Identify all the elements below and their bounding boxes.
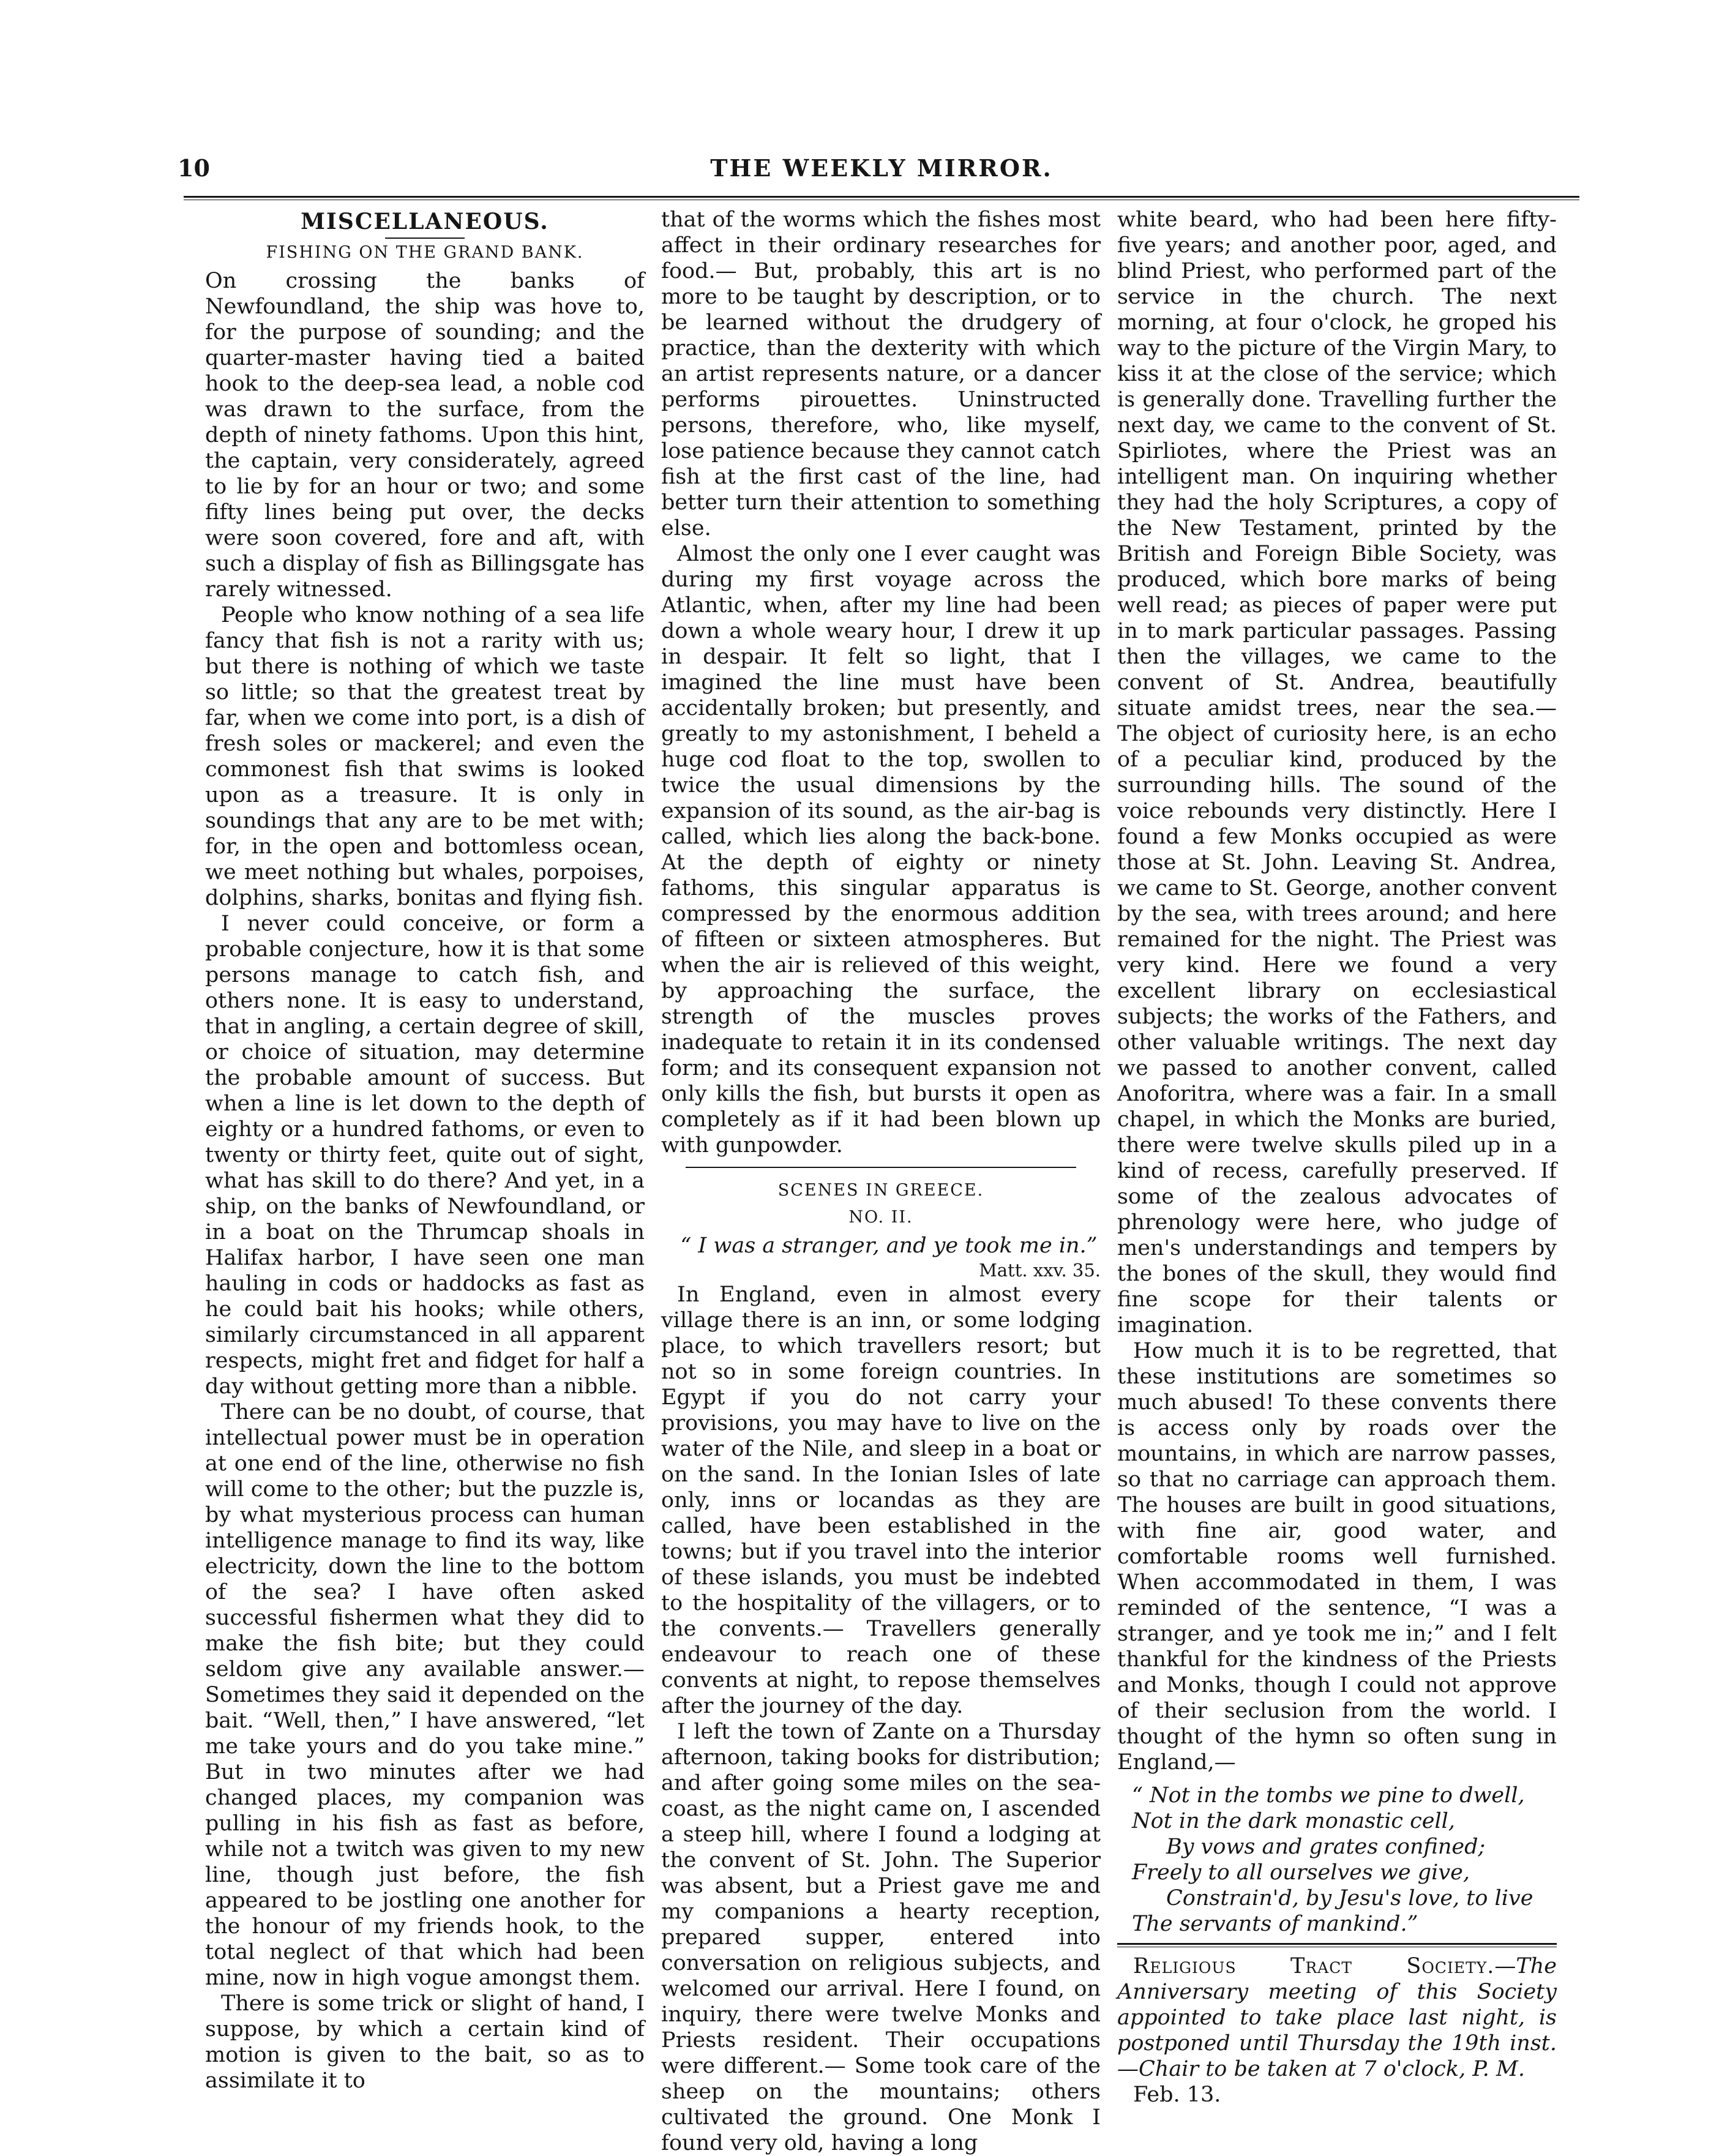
column-1 bbox=[205, 207, 645, 2094]
section-rule bbox=[385, 238, 465, 239]
paragraph: Almost the only one I ever caught was during my first voyage across the Atlantic, when, after my line had been down a whole weary hour, I drew it up in despair. It felt so light, that I imagined the line must have been accidentally broken; but presently, and greatly to my astonishment, I beheld a huge cod float to the top, swollen to twice the usual dimensions by the expansion of its sound, as the air-bag is called, which lies along the back-bone. At the depth of eighty or ninety fathoms, this singular apparatus is compressed by the enormous addition of fifteen or sixteen atmospheres. But when the air is relieved of this weight, by approaching the surface, the strength of the muscles proves inadequate to retain it in its condensed form; and its consequent expansion not only kills the fish, but bursts it open as completely as if it had been blown up with gunpowder. bbox=[661, 542, 1101, 1158]
notice-heading: Religious Tract Society. bbox=[1133, 1954, 1495, 1978]
section-title: MISCELLANEOUS. bbox=[301, 209, 549, 234]
hymn-verse bbox=[1117, 1783, 1557, 1937]
paragraph: On crossing the banks of Newfoundland, the ship was hove to, for the purpose of sounding; and the quarter-master having tied a baited hook to the deep-sea lead, a noble cod was drawn to the surface, from the depth of ninety fathoms. Upon this hint, the captain, very considerately, agreed to lie by for an hour or two; and some fifty lines being put over, the decks were soon covered, fore and aft, with such a display of fish as Billingsgate has rarely witnessed. bbox=[205, 269, 645, 602]
paragraph: People who know nothing of a sea life fancy that fish is not a rarity with us; but there is nothing of which we taste so little; so that the greatest treat by far, when we come into port, is a dish of fresh soles or mackerel; and even the commonest fish that swims is looked upon as a treasure. It is only in soundings that any are to be met with; for, in the open and bottomless ocean, we meet nothing but whales, porpoises, dolphins, sharks, bonitas and flying fish. bbox=[205, 603, 645, 910]
hymn-line: Freely to all ourselves we give, bbox=[1132, 1860, 1470, 1885]
hymn-line: “ Not in the tombs we pine to dwell, bbox=[1132, 1783, 1525, 1808]
running-title: THE WEEKLY MIRROR. bbox=[710, 154, 1053, 182]
notice-double-rule bbox=[1117, 1943, 1557, 1947]
paragraph: In England, even in almost every village there is an inn, or some lodging place, to which travellers resort; but not so in some foreign countries. In Egypt if you do not carry your provisions, you may have to live on the water of the Nile, and sleep in a boat or on the sand. In the Ionian Isles of late only, inns or locandas as they are called, have been established in the towns; but if you travel into the interior of these islands, you must be indebted to the hospitality of the villagers, or to the convents.— Travellers generally endeavour to reach one of these convents at night, to repose themselves after the journey of the day. bbox=[661, 1282, 1101, 1718]
notice bbox=[1117, 1953, 1557, 2082]
hymn-line: The servants of mankind.” bbox=[1132, 1912, 1418, 1936]
paragraph: There can be no doubt, of course, that intellectual power must be in operation at one end of the line, otherwise no fish will come to the other; but the puzzle is, by what mysterious process can human intelligence manage to find its way, like electricity, down the line to the bottom of the sea? I have often asked successful fishermen what they did to make the fish bite; but they could seldom give any available answer.— Sometimes they said it depended on the bait. “Well, then,” I have answered, “let me take yours and do you take mine.” But in two minutes after we had changed places, my companion was pulling in his fish as fast as before, while not a twitch was given to my new line, though just before, the fish appeared to be jostling one another for the honour of my friends hook, to the total neglect of that which had been mine, now in high vogue amongst them. bbox=[205, 1400, 645, 1990]
paragraph: that of the worms which the fishes most affect in their ordinary researches for food.— But, probably, this art is no more to be taught by description, or to be learned without the drudgery of practice, than the dexterity with which an artist represents nature, or a dancer performs pirouettes. Uninstructed persons, therefore, who, like myself, lose patience because they cannot catch fish at the first cast of the line, had better turn their attention to something else. bbox=[661, 208, 1101, 541]
paragraph: I never could conceive, or form a probable conjecture, how it is that some persons manage to catch fish, and others none. It is easy to understand, that in angling, a certain degree of skill, or choice of situation, may determine the probable amount of success. But when a line is let down to the depth of eighty or a hundred fathoms, or even to twenty or thirty feet, quite out of sight, what has skill to do there? And yet, in a ship, on the banks of Newfoundland, or in a boat on the Thrumcap shoals in Halifax harbor, I have seen one man hauling in cods or haddocks as fast as he could bait his hooks; while others, similarly circumstanced in all apparent respects, might fret and fidget for half a day without getting more than a nibble. bbox=[205, 911, 645, 1399]
article-title-fishing: FISHING ON THE GRAND BANK. bbox=[266, 243, 584, 262]
notice-body: —The Anniversary meeting of this Society appointed to take place last night, is postponed until Thursday the 19th inst.—Chair to be taken at 7 o'clock, P. M. bbox=[1117, 1954, 1557, 2081]
epigraph-source: Matt. xxv. 35. bbox=[979, 1260, 1101, 1281]
article-subtitle: NO. II. bbox=[848, 1208, 913, 1227]
epigraph: “ I was a stranger, and ye took me in.” bbox=[680, 1233, 1098, 1258]
paragraph: I left the town of Zante on a Thursday afternoon, taking books for distribution; and after going some miles on the sea-coast, as the night came on, I ascended a steep hill, where I found a lodging at the convent of St. John. The Superior was absent, but a Priest gave me and my companions a hearty reception, prepared supper, entered into conversation on religious subjects, and welcomed our arrival. Here I found, on inquiry, there were twelve Monks and Priests resident. Their occupations were different.— Some took care of the sheep on the mountains; others cultivated the ground. One Monk I found very old, having a long bbox=[661, 1720, 1101, 2155]
page-number: 10 bbox=[178, 154, 210, 182]
paragraph: How much it is to be regretted, that these institutions are sometimes so much abused! To these convents there is access only by roads over the mountains, in which are narrow passes, so that no carriage can approach them. The houses are built in good situations, with fine air, good water, and comfortable rooms well furnished. When accommodated in them, I was reminded of the sentence, “I was a stranger, and ye took me in;” and I felt thankful for the kindness of the Priests and Monks, though I could not approve of their seclusion from the world. I thought of the hymn so often sung in England,— bbox=[1117, 1339, 1557, 1775]
notice-date: Feb. 13. bbox=[1133, 2083, 1221, 2107]
hymn-line: Constrain'd, by Jesu's love, to live bbox=[1166, 1886, 1533, 1911]
hymn-line: By vows and grates confined; bbox=[1166, 1835, 1486, 1859]
header-double-rule bbox=[184, 196, 1579, 200]
hymn-line: Not in the dark monastic cell, bbox=[1132, 1809, 1455, 1833]
paragraph: There is some trick or slight of hand, I suppose, by which a certain kind of motion is given to the bait, so as to assimilate it to bbox=[205, 1991, 645, 2093]
page-header bbox=[178, 154, 1586, 184]
paragraph: white beard, who had been here fifty-five years; and another poor, aged, and blind Priest, who performed part of the service in the church. The next morning, at four o'clock, he groped his way to the picture of the Virgin Mary, to kiss it at the close of the service; which is generally done. Travelling further the next day, we came to the convent of St. Spirliotes, where the Priest was an intelligent man. On inquiring whether they had the holy Scriptures, a copy of the New Testament, printed by the British and Foreign Bible Society, was produced, which bore marks of being well read; as pieces of paper were put in to mark particular passages. Passing then the villages, we came to the convent of St. Andrea, beautifully situate amidst trees, near the sea.— The object of curiosity here, is an echo of a peculiar kind, produced by the surrounding hills. The sound of the voice rebounds very distinctly. Here I found a few Monks occupied as were those at St. John. Leaving St. Andrea, we came to St. George, another convent by the sea, with trees around; and here remained for the night. The Priest was very kind. Here we found a very excellent library on ecclesiastical subjects; the works of the Fathers, and other valuable writings. The next day we passed to another convent, called Anoforitra, where was a fair. In a small chapel, in which the Monks are buried, there were twelve skulls piled up in a kind of recess, carefully preserved. If some of the zealous advocates of phrenology were here, who judge of men's understandings and tempers by the bones of the skull, they would find fine scope for their talents or imagination. bbox=[1117, 208, 1557, 1338]
column-3 bbox=[1117, 207, 1557, 2108]
article-title-greece: SCENES IN GREECE. bbox=[777, 1181, 984, 1200]
column-2 bbox=[661, 207, 1101, 2156]
article-separator-rule bbox=[686, 1167, 1076, 1168]
